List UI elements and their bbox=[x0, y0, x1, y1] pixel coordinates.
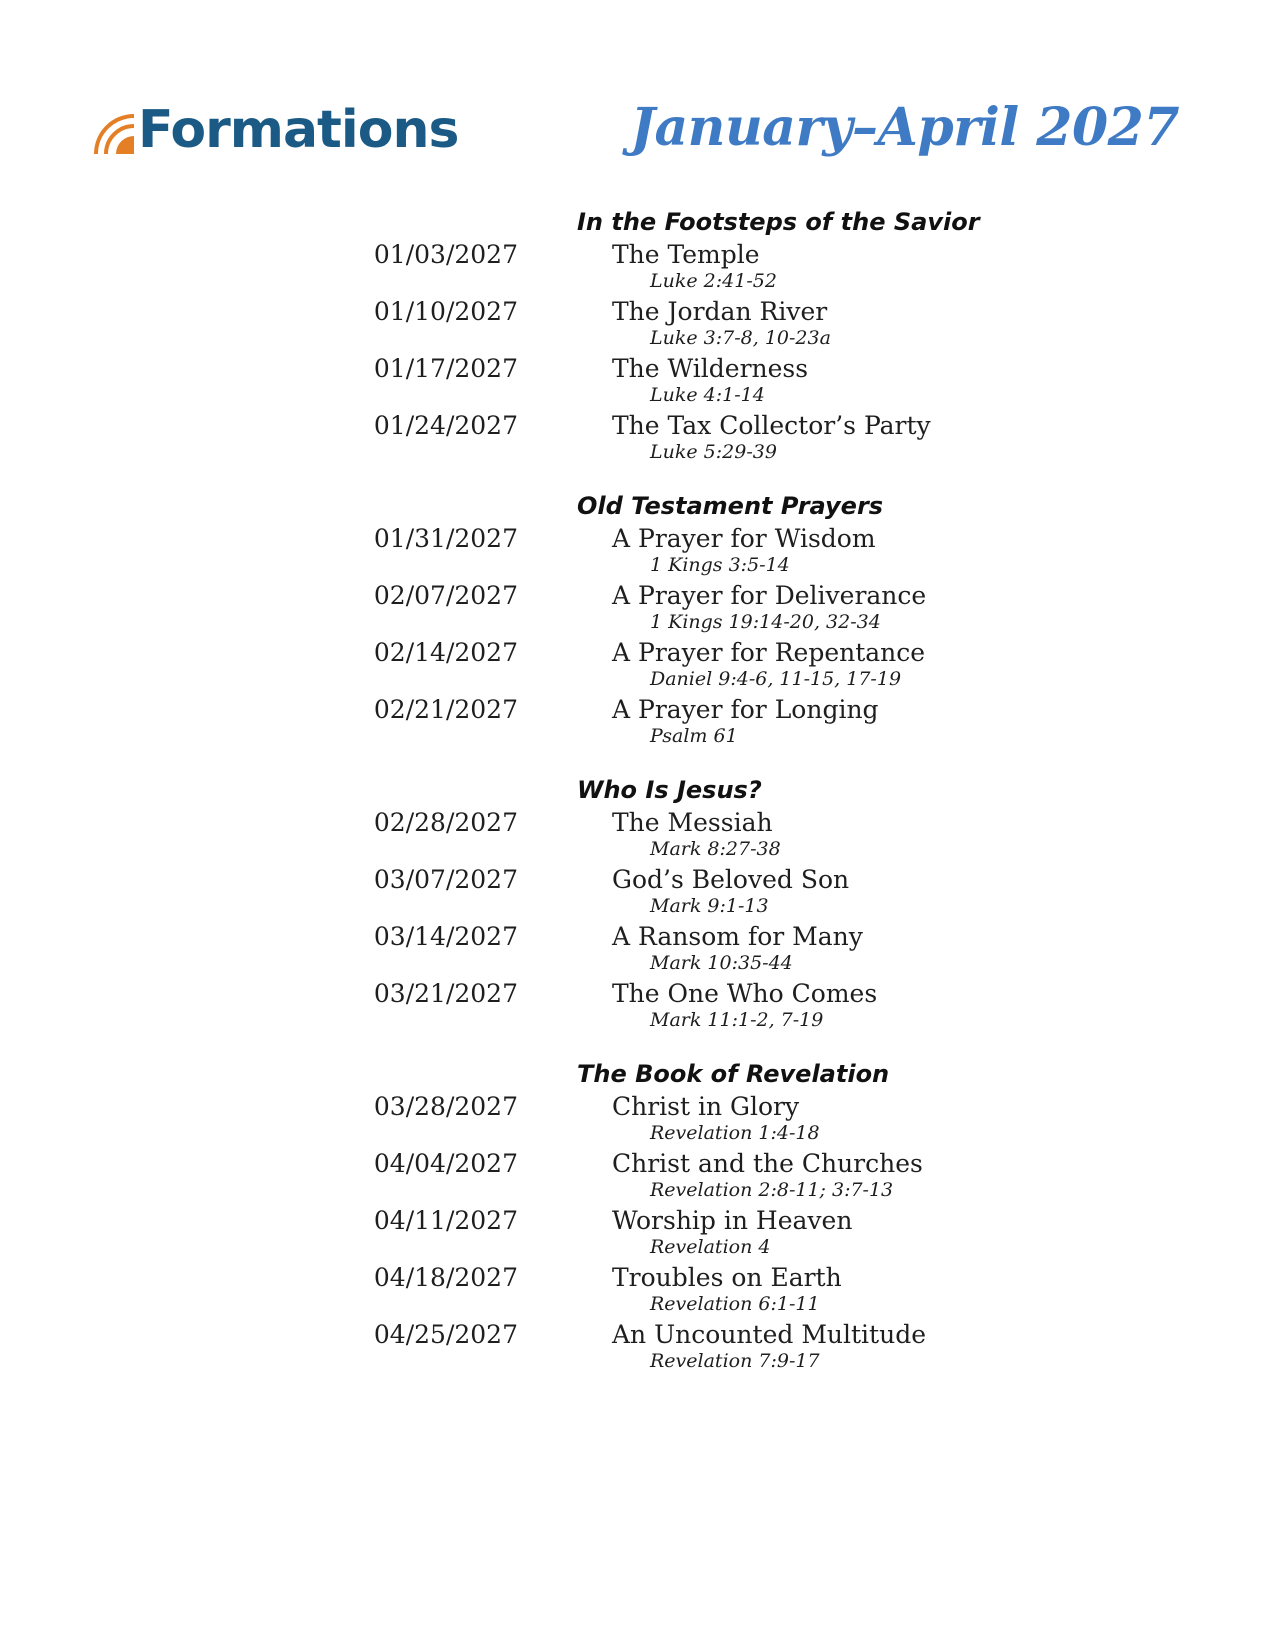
lesson-row bbox=[300, 978, 1000, 1035]
lesson-title: A Prayer for Wisdom bbox=[612, 524, 876, 553]
lesson-title: A Prayer for Repentance bbox=[612, 638, 926, 667]
lesson-title: A Ransom for Many bbox=[612, 922, 863, 951]
lesson-date: 04/18/2027 bbox=[373, 1263, 518, 1292]
lesson-date: 01/03/2027 bbox=[373, 240, 518, 269]
scripture-reference: Mark 11:1-2, 7-19 bbox=[650, 1009, 824, 1031]
scripture-reference: 1 Kings 19:14-20, 32-34 bbox=[650, 611, 881, 633]
unit-section bbox=[300, 205, 1000, 467]
scripture-reference: Revelation 2:8-11; 3:7-13 bbox=[650, 1179, 894, 1201]
scripture-reference: Luke 3:7-8, 10-23a bbox=[650, 327, 831, 349]
scripture-reference: Luke 5:29-39 bbox=[650, 441, 777, 463]
lesson-row bbox=[300, 410, 1000, 467]
lesson-title: The One Who Comes bbox=[612, 979, 878, 1008]
lesson-title: The Messiah bbox=[612, 808, 773, 837]
lesson-row bbox=[300, 580, 1000, 637]
lesson-title: Worship in Heaven bbox=[612, 1206, 853, 1235]
lesson-title: Troubles on Earth bbox=[612, 1263, 842, 1292]
lesson-row bbox=[300, 1091, 1000, 1148]
unit-title: Who Is Jesus? bbox=[577, 776, 762, 804]
scripture-reference: Mark 8:27-38 bbox=[650, 838, 781, 860]
lesson-title: The Temple bbox=[612, 240, 760, 269]
lesson-row bbox=[300, 523, 1000, 580]
unit-section bbox=[300, 1057, 1000, 1376]
lesson-row bbox=[300, 1148, 1000, 1205]
lesson-date: 02/14/2027 bbox=[373, 638, 518, 667]
lesson-row bbox=[300, 1319, 1000, 1376]
lesson-row bbox=[300, 864, 1000, 921]
scripture-reference: Revelation 7:9-17 bbox=[650, 1350, 820, 1372]
lesson-title: A Prayer for Deliverance bbox=[612, 581, 927, 610]
scripture-reference: Luke 2:41-52 bbox=[650, 270, 777, 292]
brand-name: Formations bbox=[138, 100, 459, 160]
lesson-date: 04/25/2027 bbox=[373, 1320, 518, 1349]
lesson-date: 02/28/2027 bbox=[373, 808, 518, 837]
lesson-title: Christ in Glory bbox=[612, 1092, 800, 1121]
scripture-reference: Luke 4:1-14 bbox=[650, 384, 765, 406]
lesson-date: 04/04/2027 bbox=[373, 1149, 518, 1178]
lesson-title: Christ and the Churches bbox=[612, 1149, 923, 1178]
unit-section bbox=[300, 773, 1000, 1035]
lesson-date: 02/07/2027 bbox=[373, 581, 518, 610]
lesson-row bbox=[300, 1262, 1000, 1319]
formations-logo bbox=[92, 100, 459, 160]
lesson-date: 04/11/2027 bbox=[373, 1206, 518, 1235]
lesson-date: 03/14/2027 bbox=[373, 922, 518, 951]
lesson-row bbox=[300, 694, 1000, 751]
scripture-reference: Revelation 1:4-18 bbox=[650, 1122, 820, 1144]
lesson-row bbox=[300, 807, 1000, 864]
lesson-row bbox=[300, 637, 1000, 694]
scripture-reference: Mark 9:1-13 bbox=[650, 895, 769, 917]
lesson-row bbox=[300, 353, 1000, 410]
unit-title: The Book of Revelation bbox=[577, 1060, 890, 1088]
lesson-date: 01/10/2027 bbox=[373, 297, 518, 326]
lesson-schedule bbox=[300, 205, 1000, 1398]
lesson-date: 02/21/2027 bbox=[373, 695, 518, 724]
scripture-reference: Revelation 4 bbox=[650, 1236, 771, 1258]
lesson-title: An Uncounted Multitude bbox=[612, 1320, 927, 1349]
lesson-row bbox=[300, 296, 1000, 353]
lesson-title: A Prayer for Longing bbox=[612, 695, 879, 724]
scripture-reference: Revelation 6:1-11 bbox=[650, 1293, 820, 1315]
scripture-reference: Mark 10:35-44 bbox=[650, 952, 793, 974]
unit-section bbox=[300, 489, 1000, 751]
orange-arc-icon bbox=[92, 112, 136, 156]
page-header bbox=[0, 0, 1275, 190]
lesson-title: The Wilderness bbox=[612, 354, 809, 383]
lesson-date: 01/17/2027 bbox=[373, 354, 518, 383]
lesson-date: 01/31/2027 bbox=[373, 524, 518, 553]
lesson-title: God’s Beloved Son bbox=[612, 865, 850, 894]
scripture-reference: Psalm 61 bbox=[650, 725, 738, 747]
scripture-reference: 1 Kings 3:5-14 bbox=[650, 554, 790, 576]
unit-title: Old Testament Prayers bbox=[577, 492, 884, 520]
lesson-title: The Tax Collector’s Party bbox=[612, 411, 931, 440]
scripture-reference: Daniel 9:4-6, 11-15, 17-19 bbox=[650, 668, 902, 690]
lesson-title: The Jordan River bbox=[612, 297, 828, 326]
lesson-date: 03/07/2027 bbox=[373, 865, 518, 894]
period-title: January–April 2027 bbox=[630, 97, 1179, 158]
lesson-row bbox=[300, 1205, 1000, 1262]
lesson-row bbox=[300, 239, 1000, 296]
unit-title: In the Footsteps of the Savior bbox=[577, 208, 980, 236]
lesson-date: 03/21/2027 bbox=[373, 979, 518, 1008]
lesson-date: 01/24/2027 bbox=[373, 411, 518, 440]
lesson-date: 03/28/2027 bbox=[373, 1092, 518, 1121]
lesson-row bbox=[300, 921, 1000, 978]
